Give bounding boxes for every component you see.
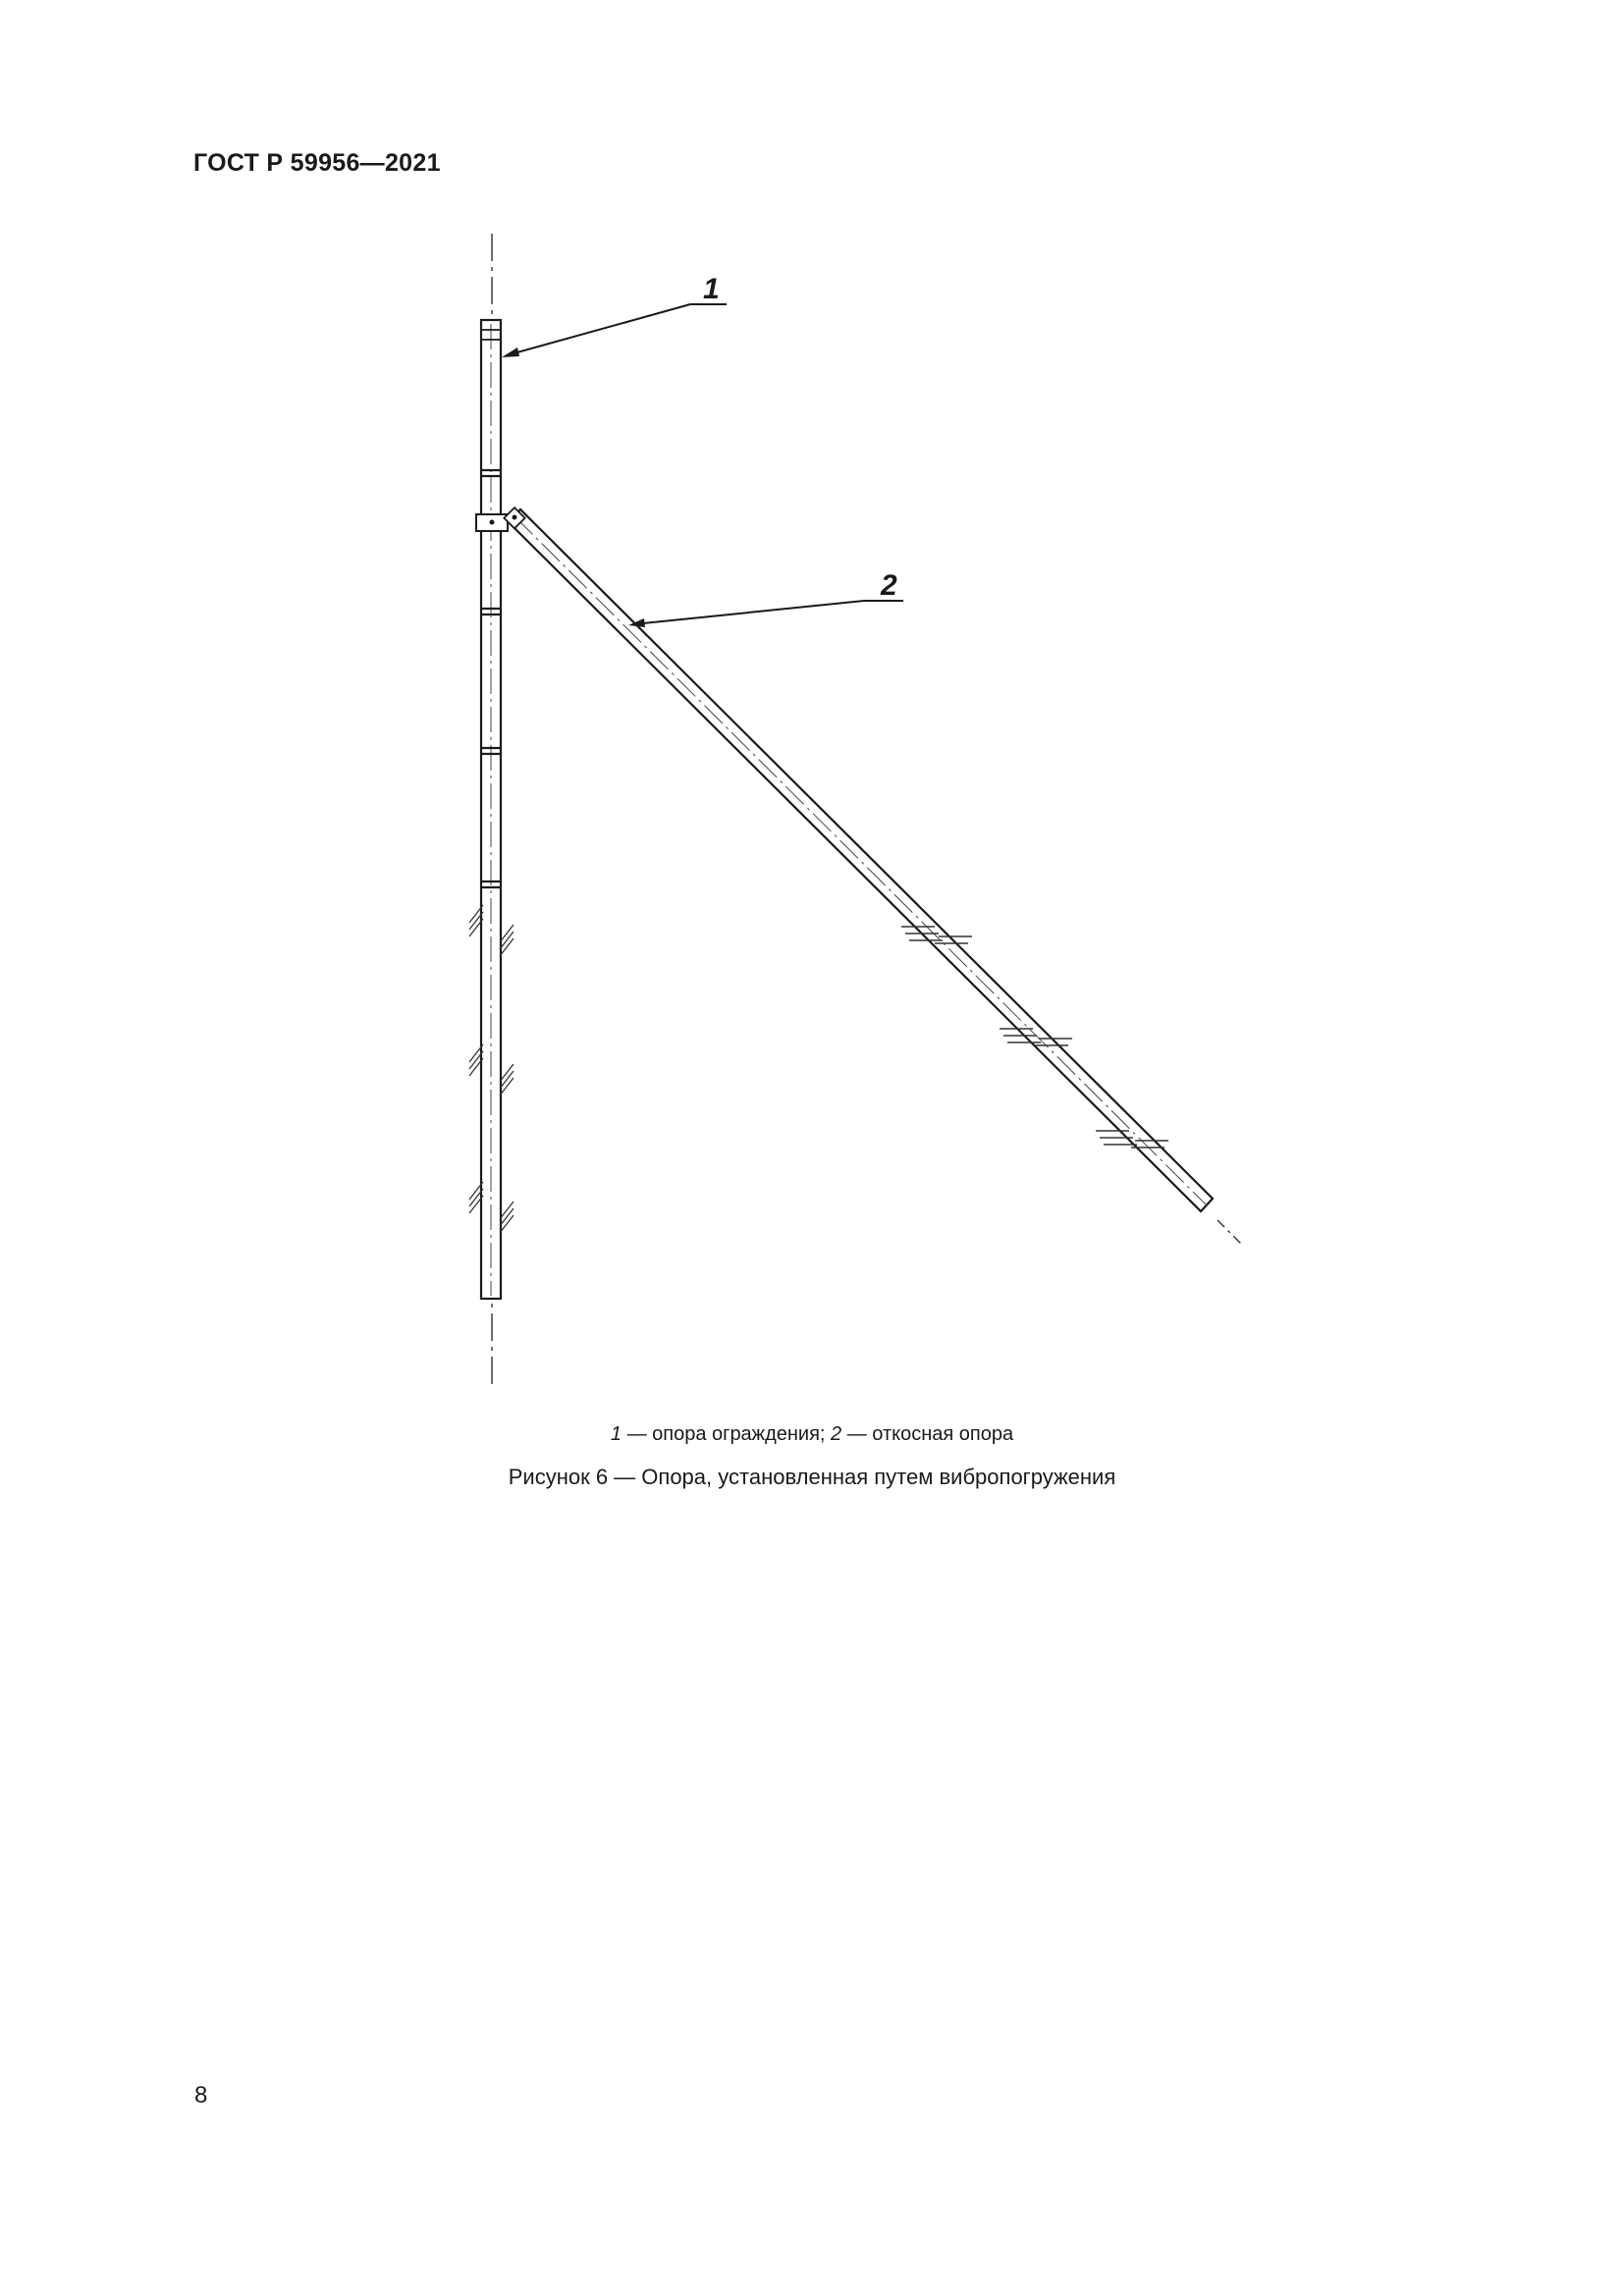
legend-text-1: опора ограждения bbox=[652, 1423, 820, 1445]
strut-axis-extension bbox=[1218, 1220, 1242, 1245]
legend-separator-2: — bbox=[841, 1423, 873, 1445]
legend-number-1: 1 bbox=[610, 1423, 623, 1445]
figure-legend bbox=[0, 1423, 1624, 1446]
legend-separator-1: — bbox=[622, 1423, 653, 1445]
legend-delimiter: ; bbox=[819, 1423, 832, 1445]
callout-label-1: 1 bbox=[703, 273, 720, 305]
legend-text-2: откосная опора bbox=[872, 1423, 1014, 1445]
fence-support-post bbox=[476, 320, 508, 1299]
figure-caption: Рисунок 6 — Опора, установленная путем вибропогружения bbox=[508, 1465, 1116, 1489]
callout-leader-2 bbox=[628, 569, 903, 627]
slope-support-strut bbox=[504, 507, 1213, 1211]
callout-leader-1 bbox=[502, 273, 727, 357]
callout-label-2: 2 bbox=[881, 569, 897, 602]
page-number: 8 bbox=[194, 2082, 208, 2109]
legend-number-2: 2 bbox=[831, 1423, 842, 1445]
document-header: ГОСТ Р 59956—2021 bbox=[193, 149, 441, 177]
